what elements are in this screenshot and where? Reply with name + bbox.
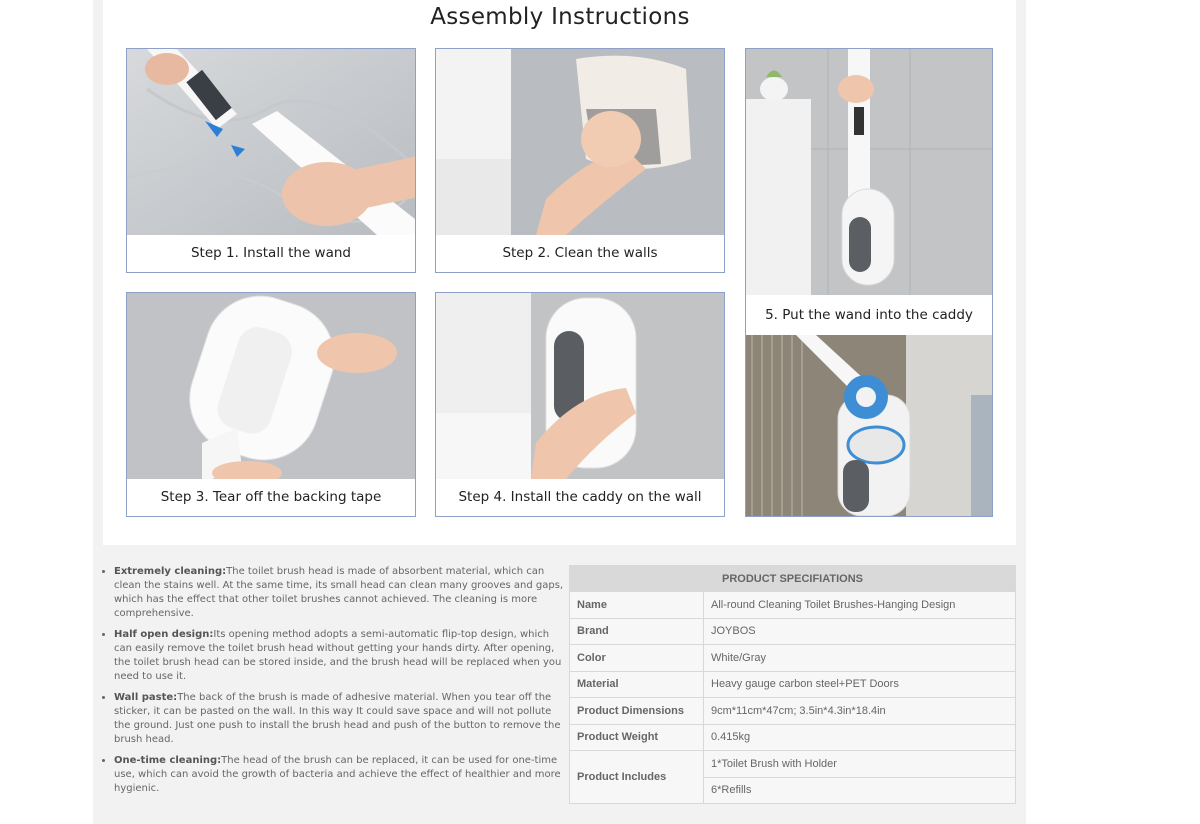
spec-table [569,565,1016,804]
step-card-2 [435,48,725,273]
page-title: Assembly Instructions [430,4,690,30]
list-item [114,565,564,621]
feature-text: The head of the brush can be replaced, it can be used for one-time use, which can avoid the growth of bacteria and achieve the effect of healthier and more hygienic. [114,755,561,794]
spec-value: White/Gray [704,645,1016,672]
spec-value: 1*Toilet Brush with Holder [704,751,1016,778]
spec-key: Product Includes [570,751,704,804]
step-4-photo [436,293,724,479]
spec-key: Color [570,645,704,672]
spec-key: Name [570,592,704,619]
table-row [570,618,1016,645]
table-row [570,698,1016,725]
list-item [114,754,564,796]
spec-key: Product Weight [570,724,704,751]
step-2-photo [436,49,724,235]
feature-text: The toilet brush head is made of absorbent material, which can clean the stains well. At the same time, its small head can clean many grooves and gaps, which has the effect that other toilet brushes cannot achieved. The cleaning is more comprehensive. [114,566,564,619]
step-5-photo-bottom [746,335,992,516]
spec-key: Brand [570,618,704,645]
spec-key: Product Dimensions [570,698,704,725]
spec-header-row [570,566,1016,592]
feature-text: The back of the brush is made of adhesive material. When you tear off the sticker, it can be pasted on the wall. In this way It could save space and will not pollute the ground. Just one push to install the brush head and push of the button to remove the brush head. [114,692,561,745]
table-row [570,592,1016,619]
spec-value: Heavy gauge carbon steel+PET Doors [704,671,1016,698]
step-5-caption: 5. Put the wand into the caddy [765,307,973,323]
step-3-caption: Step 3. Tear off the backing tape [160,489,382,505]
feature-text: Its opening method adopts a semi-automatic flip-top design, which can easily remove the toilet brush head without getting your hands dirty. After opening, the toilet brush head can be stored inside, and the brush head will be replaced when you need to use it. [114,629,562,682]
step-card-1 [126,48,416,273]
feature-title: Wall paste: [114,692,178,703]
spec-value: All-round Cleaning Toilet Brushes-Hanging Design [704,592,1016,619]
spec-key: Material [570,671,704,698]
step-card-3 [126,292,416,517]
step-5-photo-top [746,49,992,295]
spec-value: 9cm*11cm*47cm; 3.5in*4.3in*18.4in [704,698,1016,725]
list-item [114,691,564,747]
step-1-photo [127,49,415,235]
feature-list [100,565,564,803]
spec-value: 6*Refills [704,777,1016,804]
table-row [570,671,1016,698]
feature-title: One-time cleaning: [114,755,222,766]
spec-header: PRODUCT SPECIFIATIONS [570,566,1016,592]
step-3-photo [127,293,415,479]
feature-title: Extremely cleaning: [114,566,227,577]
step-2-caption: Step 2. Clean the walls [502,245,658,261]
spec-value: JOYBOS [704,618,1016,645]
table-row [570,645,1016,672]
step-4-caption: Step 4. Install the caddy on the wall [458,489,702,505]
spec-value: 0.415kg [704,724,1016,751]
step-card-5 [745,48,993,517]
step-card-4 [435,292,725,517]
feature-title: Half open design: [114,629,214,640]
step-1-caption: Step 1. Install the wand [190,245,352,261]
table-row [570,751,1016,778]
table-row [570,724,1016,751]
list-item [114,628,564,684]
